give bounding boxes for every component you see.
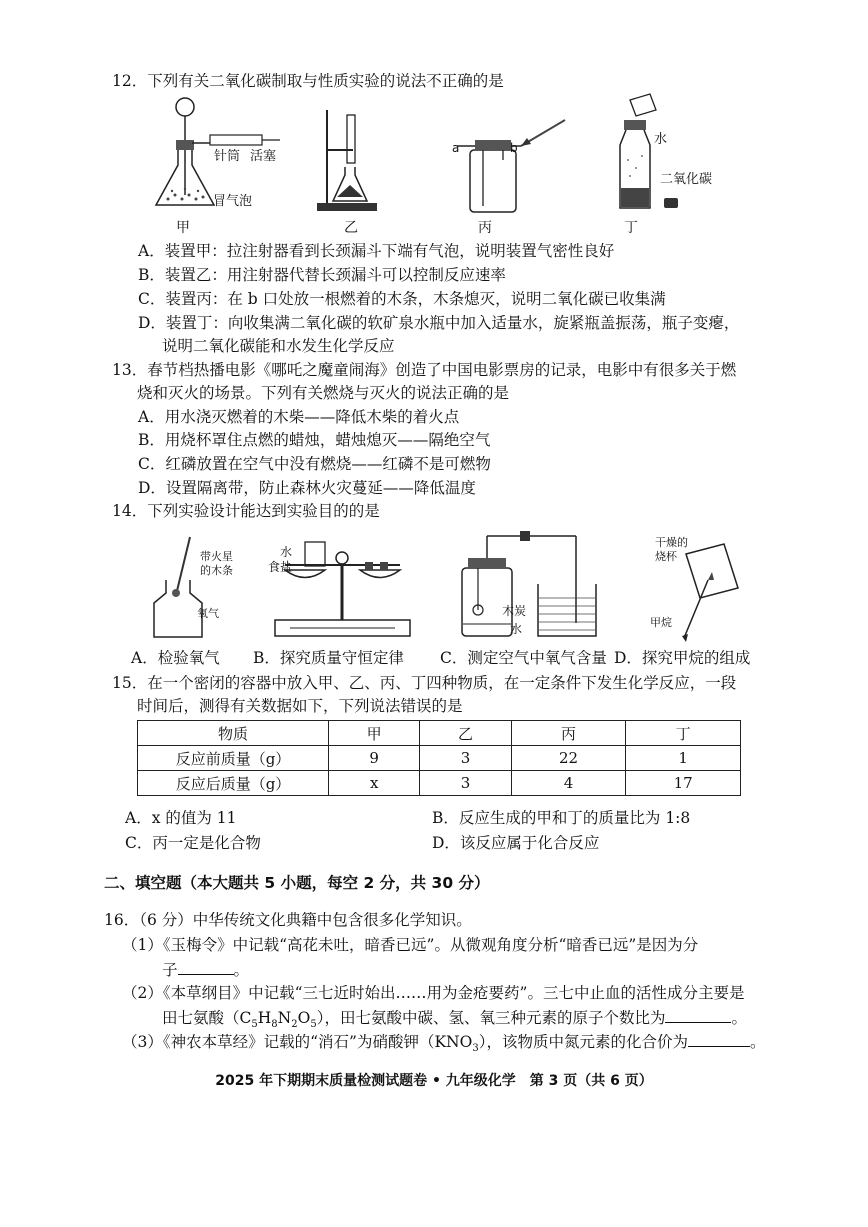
table-header-cell: 甲 bbox=[329, 721, 420, 746]
table-cell: 22 bbox=[511, 746, 626, 771]
q16-part3-text-2: ），该物质中氮元素的化合价为 bbox=[478, 1033, 688, 1051]
page-footer: 2025 年下期期末质量检测试题卷 • 九年级化学 第 3 页（共 6 页） bbox=[215, 1073, 653, 1089]
test-oxygen-figure bbox=[148, 535, 208, 640]
q16-part3-text: （3）《神农本草经》记载的“消石”为硝酸钾（KNO bbox=[122, 1033, 473, 1051]
q12-option-d-cont: 说明二氧化碳能和水发生化学反应 bbox=[162, 337, 395, 355]
q15-option-d: D．该反应属于化合反应 bbox=[432, 834, 600, 852]
methane-figure bbox=[668, 540, 748, 642]
charcoal-caption: 木炭 bbox=[502, 604, 527, 618]
q12-option-b: B．装置乙：用注射器代替长颈漏斗可以控制反应速率 bbox=[138, 266, 506, 284]
formula-element: O bbox=[297, 1009, 311, 1027]
q12-option-c: C．装置丙：在 b 口处放一根燃着的木条，木条熄灭，说明二氧化碳已收集满 bbox=[138, 290, 666, 308]
q16-part1-line2 bbox=[162, 958, 249, 981]
q15-stem-line2: 时间后，测得有关数据如下，下列说法错误的是 bbox=[137, 697, 463, 715]
bubbles-caption: 冒气泡 bbox=[213, 194, 253, 209]
figure-label-yi: 乙 bbox=[344, 220, 358, 236]
table-cell: 4 bbox=[511, 771, 626, 796]
table-row bbox=[138, 771, 741, 796]
formula-element: N bbox=[277, 1009, 292, 1027]
table-header-cell: 丙 bbox=[511, 721, 626, 746]
q16-stem: 16．（6 分）中华传统文化典籍中包含很多化学知识。 bbox=[104, 911, 472, 929]
q16-part2-end: 。 bbox=[731, 1009, 747, 1027]
water-caption: 水 bbox=[654, 132, 668, 147]
q14-option-a: A．检验氧气 bbox=[131, 649, 220, 667]
formula-element: H bbox=[257, 1009, 272, 1027]
table-cell: 17 bbox=[626, 771, 741, 796]
port-b-caption: b bbox=[510, 141, 518, 155]
q15-option-b: B．反应生成的甲和丁的质量比为 1:8 bbox=[432, 809, 691, 827]
q13-option-a: A．用水浇灭燃着的木柴——降低木柴的着火点 bbox=[138, 408, 460, 426]
salt-caption: 食盐 bbox=[268, 560, 293, 574]
oxygen-caption: 氧气 bbox=[197, 607, 219, 620]
section-heading: 二、填空题（本大题共 5 小题，每空 2 分，共 30 分） bbox=[104, 874, 490, 892]
table-cell: 3 bbox=[420, 746, 511, 771]
table-cell: 9 bbox=[329, 746, 420, 771]
q14-option-d: D．探究甲烷的组成 bbox=[614, 649, 751, 667]
q16-part3-end: 。 bbox=[749, 1033, 766, 1051]
q12-option-d: D．装置丁：向收集满二氧化碳的软矿泉水瓶中加入适量水，旋紧瓶盖振荡，瓶子变瘪， bbox=[138, 314, 740, 332]
q16-part1-line1: （1）《玉梅令》中记载“高花未吐，暗香已远”。从微观角度分析“暗香已远”是因为分 bbox=[122, 936, 699, 954]
q13-option-c: C．红磷放置在空气中没有燃烧——红磷不是可燃物 bbox=[138, 455, 491, 473]
table-cell: 反应后质量（g） bbox=[138, 771, 329, 796]
q14-stem: 14．下列实验设计能达到实验目的的是 bbox=[112, 502, 380, 520]
q16-part1-end: 。 bbox=[233, 961, 250, 979]
table-header-cell: 丁 bbox=[626, 721, 741, 746]
q13-option-b: B．用烧杯罩住点燃的蜡烛，蜡烛熄灭——隔绝空气 bbox=[138, 431, 491, 449]
apparatus-ding-figure bbox=[612, 90, 702, 218]
mass-data-table bbox=[137, 720, 741, 796]
q16-part1-prefix: 子 bbox=[162, 961, 178, 979]
table-cell: 反应前质量（g） bbox=[138, 746, 329, 771]
formula-prefix: 田七氨酸（C bbox=[162, 1009, 252, 1027]
q14-option-c: C．测定空气中氧气含量 bbox=[440, 649, 607, 667]
q14-option-b: B．探究质量守恒定律 bbox=[253, 649, 404, 667]
dry-beaker-caption-1: 干燥的 bbox=[655, 536, 688, 549]
splint-caption-2: 的木条 bbox=[200, 564, 233, 577]
water-caption-c: 水 bbox=[510, 622, 523, 636]
formula-subscript: 5 bbox=[310, 1019, 317, 1031]
apparatus-yi-figure bbox=[315, 105, 380, 215]
apparatus-bing-figure bbox=[455, 110, 590, 215]
formula-subscript: 5 bbox=[251, 1019, 258, 1031]
dry-beaker-caption-2: 烧杯 bbox=[655, 550, 677, 563]
q12-option-a: A．装置甲：拉注射器看到长颈漏斗下端有气泡，说明装置气密性良好 bbox=[138, 242, 615, 260]
figure-label-bing: 丙 bbox=[478, 220, 492, 236]
q16-part3-line bbox=[122, 1030, 765, 1060]
needle-caption: 针筒 bbox=[214, 149, 241, 164]
formula-subscript: 3 bbox=[472, 1043, 479, 1055]
answer-blank-1[interactable] bbox=[178, 958, 234, 975]
figure-label-ding: 丁 bbox=[624, 220, 638, 236]
port-a-caption: a bbox=[452, 141, 460, 155]
answer-blank-3[interactable] bbox=[688, 1030, 750, 1047]
q13-stem-line2: 烧和灭火的场景。下列有关燃烧与灭火的说法正确的是 bbox=[137, 384, 510, 402]
splint-caption-1: 带火星 bbox=[200, 550, 233, 563]
table-header-cell: 乙 bbox=[420, 721, 511, 746]
table-cell: 3 bbox=[420, 771, 511, 796]
q15-option-a: A．x 的值为 11 bbox=[125, 809, 237, 827]
co2-caption: 二氧化碳 bbox=[660, 172, 713, 187]
q16-part2-line1: （2）《本草纲目》中记载“三七近时始出……用为金疮要药”。三七中止血的活性成分主要是 bbox=[122, 984, 745, 1002]
q12-stem: 12．下列有关二氧化碳制取与性质实验的说法不正确的是 bbox=[112, 72, 504, 90]
methane-caption: 甲烷 bbox=[650, 616, 672, 629]
plunger-caption: 活塞 bbox=[250, 149, 277, 164]
figure-label-jia: 甲 bbox=[176, 220, 190, 236]
table-header-row bbox=[138, 721, 741, 746]
table-header-cell: 物质 bbox=[138, 721, 329, 746]
table-cell: x bbox=[329, 771, 420, 796]
answer-blank-2[interactable] bbox=[665, 1006, 731, 1023]
q13-stem-line1: 13．春节档热播电影《哪吒之魔童闹海》创造了中国电影票房的记录，电影中有很多关于燃 bbox=[112, 361, 737, 379]
q16-part2-text: ），田七氨酸中碳、氢、氧三种元素的原子个数比为 bbox=[316, 1009, 666, 1027]
air-oxygen-figure bbox=[452, 528, 600, 640]
formula-subscript: 2 bbox=[291, 1019, 298, 1031]
water-caption-b: 水 bbox=[280, 545, 293, 559]
table-row bbox=[138, 746, 741, 771]
q15-stem-line1: 15．在一个密闭的容器中放入甲、乙、丙、丁四种物质，在一定条件下发生化学反应，一段 bbox=[112, 674, 737, 692]
table-cell: 1 bbox=[626, 746, 741, 771]
q13-option-d: D．设置隔离带，防止森林火灾蔓延——降低温度 bbox=[138, 479, 476, 497]
q15-option-c: C．丙一定是化合物 bbox=[125, 834, 261, 852]
formula-subscript: 8 bbox=[271, 1019, 278, 1031]
